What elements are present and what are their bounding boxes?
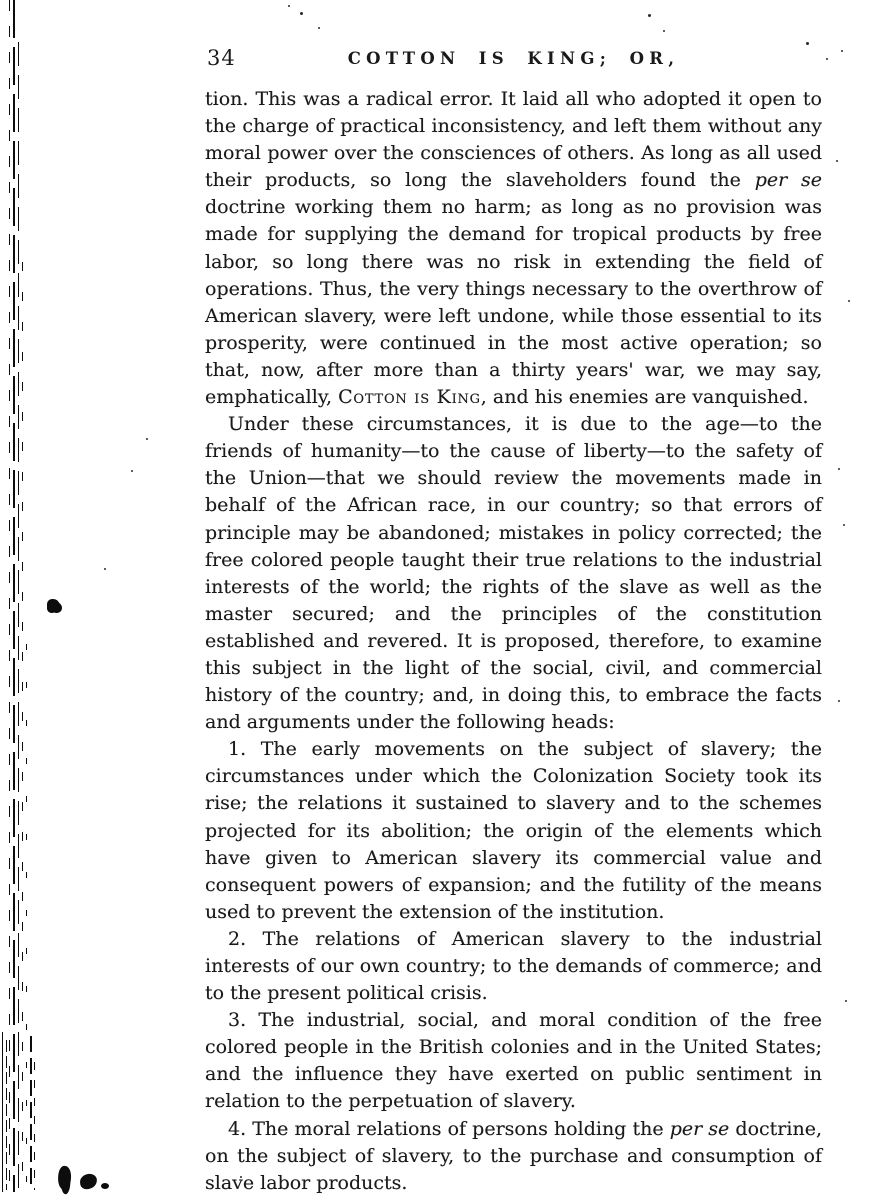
speck — [838, 468, 840, 470]
text-segment: Under these circumstances, it is due to the age—to the friends of humanity—to the cause of liberty—to the safety of the Union—that we should review the movements made in behalf of the African race, in our country; so that errors of principle may be abandoned; mistakes in policy corrected; the free colored people taught their true relations to the industrial interests of the world; the rights of the slave as well as the master secured; and the principles of the constitution established and revered. It is proposed, therefore, to examine this subject in the light of the social, civil, and commercial history of the country; and, in doing this, to embrace the facts and arguments under the following heads: — [205, 413, 822, 734]
ink-blot — [47, 599, 60, 612]
text-segment-smallcaps: Cotton is King — [338, 386, 481, 409]
page-number: 34 — [207, 46, 236, 70]
text-segment: 1. The early movements on the subject of slavery; the circumstances under which the Colonization Society took its rise; the relations it sustained to slavery and to the schemes projected for its abolition; the origin of the elements which have given to American slavery its commercial value and consequent powers of expansion; and the futility of the means used to prevent the extension of the institution. — [205, 738, 822, 923]
text-segment: 3. The industrial, social, and moral condition of the free colored people in the British colonies and in the United States; and the influence they have exerted on public sentiment in relation to the perpetuation of slavery. — [205, 1009, 822, 1113]
speck — [663, 30, 665, 32]
speck — [104, 568, 106, 570]
speck — [843, 524, 845, 526]
paragraph — [205, 736, 822, 926]
ink-blot — [57, 1165, 73, 1190]
binding-streak — [13, 0, 15, 1192]
binding-streak — [6, 1040, 7, 1190]
paragraph — [205, 1116, 822, 1197]
speck — [836, 160, 838, 162]
binding-streak — [22, 262, 23, 1190]
binding-streak — [30, 1036, 32, 1190]
page-body — [205, 86, 822, 1197]
binding-streak — [2, 1032, 3, 1192]
text-segment: , and his enemies are vanquished. — [480, 386, 809, 409]
text-segment: doctrine, on the subject of slavery, to the purchase and consumption of slave labor products. — [205, 1117, 822, 1194]
speck — [131, 470, 133, 472]
binding-streak — [18, 42, 19, 1190]
paragraph — [205, 86, 822, 411]
speck — [648, 14, 651, 17]
binding-streak — [9, 0, 10, 1192]
speck — [841, 50, 843, 52]
text-segment: 4. The moral relations of persons holding the — [228, 1117, 670, 1140]
speck — [845, 1000, 847, 1002]
text-segment-italic: per se — [669, 1117, 730, 1140]
speck — [288, 5, 290, 7]
speck — [146, 438, 148, 440]
speck — [300, 12, 303, 15]
ink-blot — [79, 1173, 97, 1190]
binding-streak — [26, 644, 27, 1190]
paragraph — [205, 1007, 822, 1115]
running-head: COTTON IS KING; OR, — [347, 49, 680, 68]
ink-blot — [101, 1183, 109, 1189]
binding-streak — [34, 1062, 35, 1190]
paragraph — [205, 926, 822, 1007]
text-segment-italic: per se — [754, 169, 823, 192]
speck — [318, 27, 320, 29]
speck — [848, 300, 850, 302]
page-header — [205, 44, 822, 74]
text-segment: doctrine working them no harm; as long as no provision was made for supplying the demand for tropical products by free labor, so long there was no risk in extending the field of operations. Thus, the very things necessary to the overthrow of American slavery, were left undone, while those essential to its prosperity, were continued in the most active operation; so that, now, after more than a thirty years' war, we may say, emphatically, — [205, 196, 822, 409]
text-segment: tion. This was a radical error. It laid all who adopted it open to the charge of practical inconsistency, and left them without any moral power over the consciences of others. As long as all used their products, so long the slaveholders found the — [205, 88, 822, 192]
paragraph — [205, 411, 822, 736]
speck — [838, 700, 840, 702]
text-segment: 2. The relations of American slavery to the industrial interests of our own country; to the demands of commerce; and to the present political crisis. — [205, 927, 822, 1005]
speck — [826, 58, 828, 60]
